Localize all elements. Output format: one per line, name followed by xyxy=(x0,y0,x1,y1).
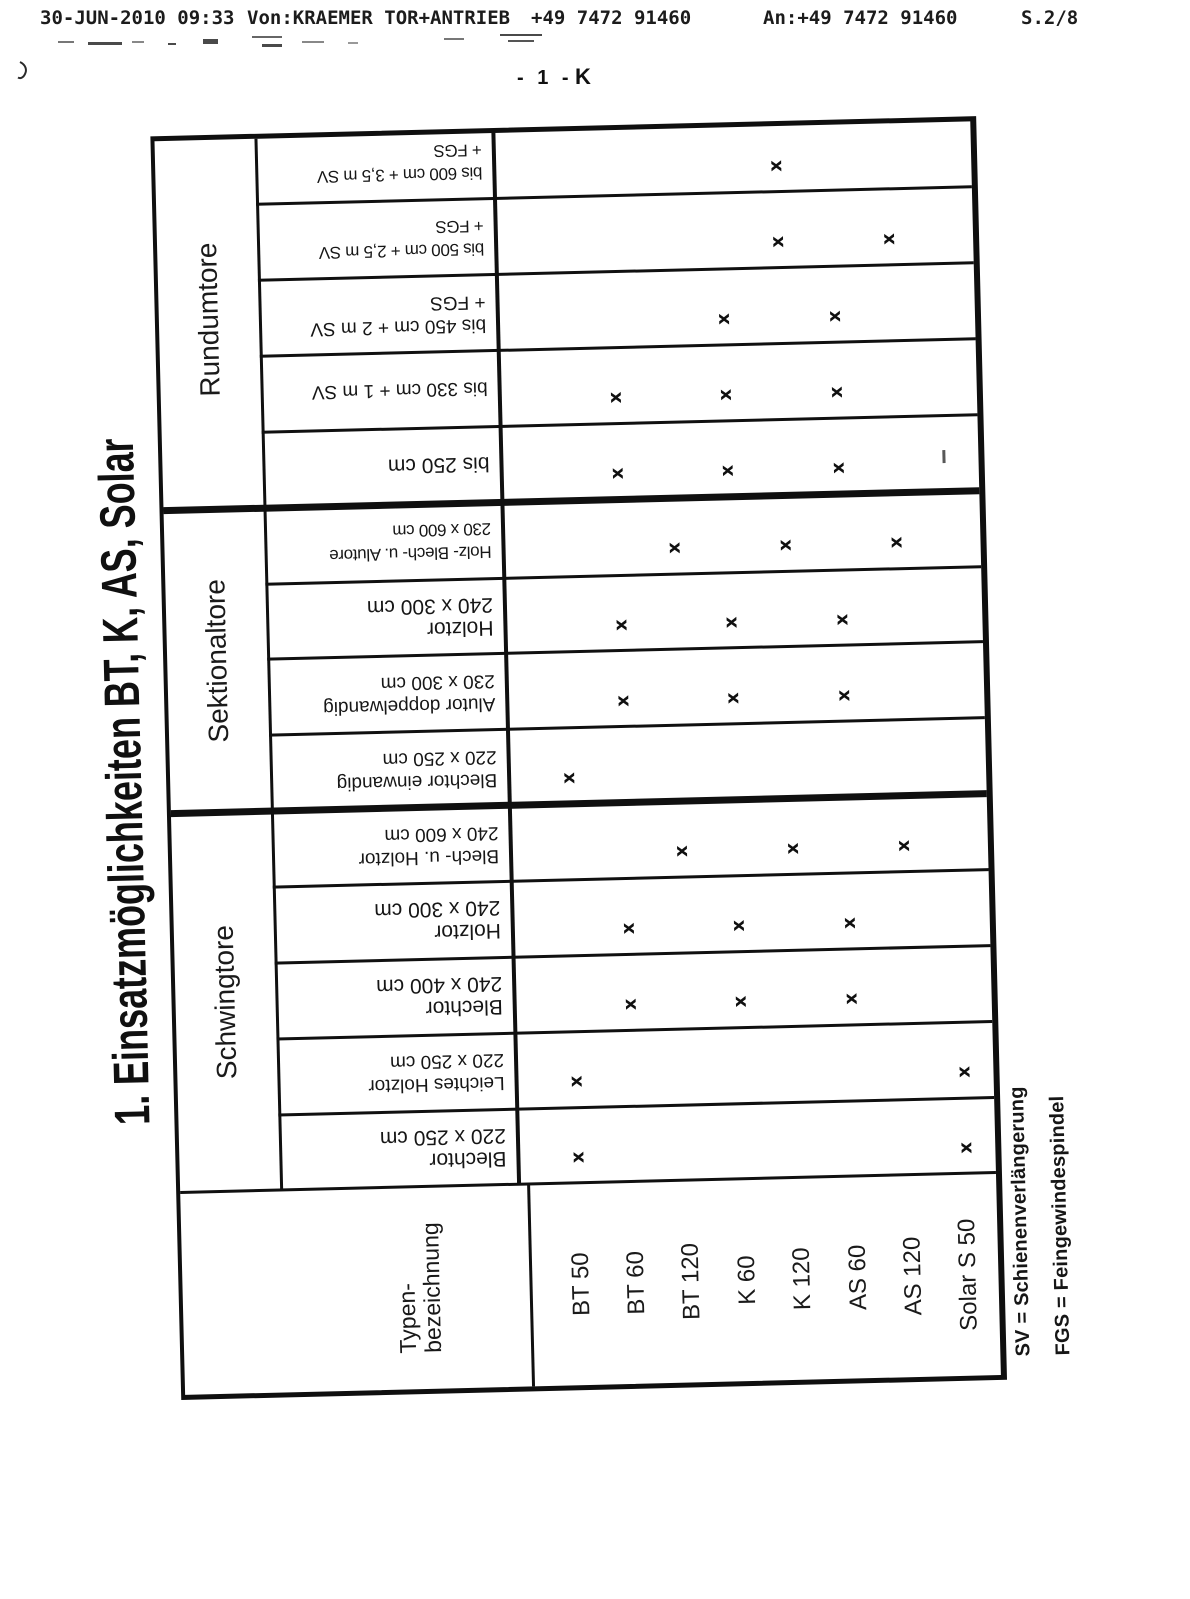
footnotes xyxy=(1006,1085,1093,1357)
column-header-cell xyxy=(267,654,506,736)
grid-line xyxy=(527,1184,535,1386)
row-label: BT 60 xyxy=(621,1250,651,1315)
column-header-cell xyxy=(262,426,501,508)
footnote-fgs: FGS = Feingewindespindel xyxy=(1046,1095,1075,1356)
column-size: 230 x 600 cm xyxy=(392,519,492,541)
column-header-text xyxy=(265,517,492,569)
column-size: + FGS xyxy=(435,216,484,237)
x-mark: x xyxy=(720,616,742,629)
group-header-label: Rundumtore xyxy=(190,242,226,398)
x-mark: x xyxy=(825,386,848,399)
x-mark: x xyxy=(831,613,853,626)
x-mark: x xyxy=(728,919,750,932)
column-size: 220 x 250 cm xyxy=(379,1124,507,1151)
x-mark: x xyxy=(716,464,739,477)
row-label: Solar S 50 xyxy=(953,1218,984,1332)
fax-datetime: 30-JUN-2010 09:33 xyxy=(40,7,235,29)
column-header-cell xyxy=(260,351,499,433)
column-header-cell xyxy=(258,275,497,357)
column-header-text xyxy=(269,669,496,721)
column-header-cell xyxy=(254,123,493,205)
column-name: bis 450 cm + 2 m SV xyxy=(310,313,487,340)
x-mark: x xyxy=(619,998,641,1011)
column-size: 240 x 300 cm xyxy=(366,593,494,620)
column-header-cell xyxy=(265,578,504,660)
group-header-label: Schwingtore xyxy=(207,924,243,1080)
column-header-text xyxy=(274,897,501,949)
x-mark: x xyxy=(884,536,907,549)
group-header-cell xyxy=(171,811,280,1193)
column-name: Blechtor xyxy=(429,1147,507,1172)
column-name: Alutor doppelwandig xyxy=(322,693,496,719)
x-mark: x xyxy=(764,159,787,173)
x-mark: x xyxy=(781,842,803,855)
row-label: K 120 xyxy=(788,1247,817,1311)
group-header-label: Sektionaltore xyxy=(199,578,235,743)
page-number-marker: - 1 - xyxy=(517,67,573,89)
x-mark: x xyxy=(953,1065,975,1079)
row-label: AS 120 xyxy=(898,1236,928,1316)
x-mark: x xyxy=(567,1151,589,1164)
x-mark: x xyxy=(565,1075,587,1088)
x-mark: x xyxy=(833,689,855,702)
column-header-cell xyxy=(256,199,495,281)
column-header-cell xyxy=(278,1109,517,1191)
page-letter-marker: K xyxy=(575,64,591,89)
x-mark: x xyxy=(766,235,789,248)
group-header-cell xyxy=(164,508,271,814)
column-name: Holz- Blech- u. Alutore xyxy=(329,542,492,566)
column-header-cell xyxy=(269,730,508,812)
row-label: BT 50 xyxy=(566,1252,596,1317)
column-header-text xyxy=(278,1048,505,1100)
column-name: Blechtor xyxy=(425,995,504,1021)
column-size: 240 x 600 cm xyxy=(384,821,499,846)
x-mark: x xyxy=(824,310,846,323)
column-name: bis 330 cm + 1 m SV xyxy=(311,377,488,403)
column-size: 240 x 300 cm xyxy=(374,896,501,923)
row-label: AS 60 xyxy=(843,1244,872,1311)
x-mark: x xyxy=(609,619,632,632)
column-header-text xyxy=(276,972,503,1024)
fax-page-indicator: S.2/8 xyxy=(1021,7,1079,29)
x-mark: x xyxy=(840,992,862,1005)
column-header-cell xyxy=(275,957,514,1039)
compatibility-table xyxy=(150,116,1007,1400)
column-header-text xyxy=(267,593,494,645)
x-mark: x xyxy=(827,461,850,475)
x-mark: x xyxy=(892,839,914,852)
x-mark: x xyxy=(838,916,861,930)
column-size: + FGS xyxy=(429,290,486,314)
x-mark: x xyxy=(617,922,639,935)
x-mark: x xyxy=(774,539,796,552)
x-mark: x xyxy=(713,312,735,326)
column-header-text xyxy=(280,1124,507,1176)
x-mark: x xyxy=(722,692,744,705)
fax-sender: Von:KRAEMER TOR+ANTRIEB xyxy=(247,7,511,29)
column-header-cell xyxy=(263,502,502,584)
scan-speck xyxy=(942,450,945,463)
column-header-text xyxy=(272,821,499,873)
column-size: 220 x 250 cm xyxy=(389,1049,505,1074)
column-name: bis 500 cm + 2,5 m SV xyxy=(318,239,485,263)
column-size: + FGS xyxy=(433,140,483,161)
column-header-text xyxy=(270,745,497,797)
document-title: 1. Einsatzmöglichkeiten BT, K, AS, Solar xyxy=(87,437,161,1126)
x-mark: x xyxy=(715,388,737,401)
column-size: 240 x 400 cm xyxy=(375,972,503,999)
column-header-cell xyxy=(271,806,510,888)
fax-recipient-number: An:+49 7472 91460 xyxy=(763,7,958,29)
column-size: 220 x 250 cm xyxy=(382,745,497,770)
x-mark: x xyxy=(558,772,580,785)
column-header-cell xyxy=(276,1033,515,1115)
x-mark: x xyxy=(670,845,693,858)
type-designation-header: Typen- bezeichnung xyxy=(393,1222,447,1354)
x-mark: x xyxy=(729,995,752,1008)
x-mark: x xyxy=(604,391,626,404)
row-label: K 60 xyxy=(732,1255,761,1306)
column-name: bis 250 cm xyxy=(387,452,490,479)
column-name: Holztor xyxy=(426,616,494,641)
column-name: Holztor xyxy=(434,919,502,945)
group-header-cell xyxy=(154,129,263,511)
column-header-text xyxy=(259,290,486,342)
column-size: 230 x 300 cm xyxy=(380,670,496,694)
x-mark: x xyxy=(611,694,634,707)
column-header-text xyxy=(257,214,484,266)
column-header-text xyxy=(261,377,487,406)
column-name: Leichtes Holztor xyxy=(368,1072,505,1097)
row-label: BT 120 xyxy=(677,1242,706,1321)
column-name: Blech- u. Holztor xyxy=(358,844,500,870)
column-name: bis 600 cm + 3,5 m SV xyxy=(316,163,483,187)
x-mark: x xyxy=(606,467,628,480)
x-mark: x xyxy=(955,1141,977,1154)
footnote-sv: SV = Schienenverlängerung xyxy=(1005,1086,1035,1357)
column-header-cell xyxy=(273,881,512,963)
fax-sender-number: +49 7472 91460 xyxy=(531,7,692,29)
x-mark: x xyxy=(877,233,899,246)
column-header-text xyxy=(256,138,483,190)
x-mark: x xyxy=(663,541,685,554)
column-name: Blechtor einwandig xyxy=(336,768,498,794)
column-header-text xyxy=(263,453,489,482)
